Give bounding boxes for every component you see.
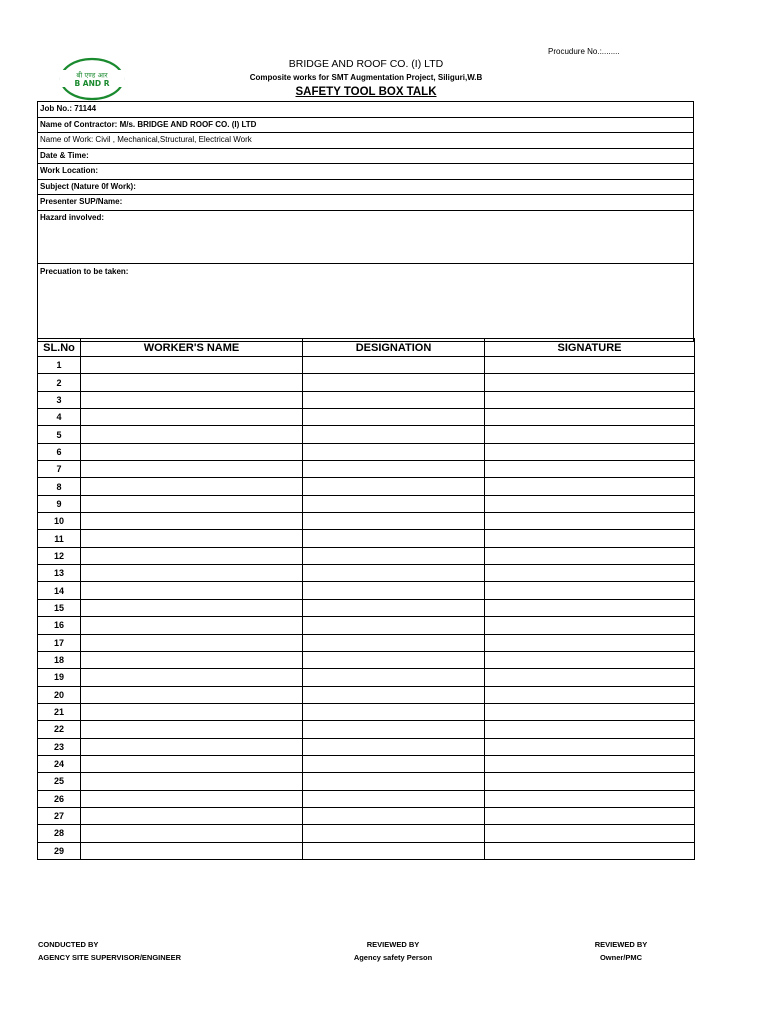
worker-name-cell[interactable] — [81, 443, 303, 460]
designation-cell[interactable] — [303, 582, 485, 599]
row-sl-number: 8 — [38, 478, 81, 495]
worker-name-cell[interactable] — [81, 842, 303, 859]
table-row — [38, 669, 695, 686]
table-row — [38, 634, 695, 651]
designation-cell[interactable] — [303, 790, 485, 807]
signature-cell[interactable] — [485, 478, 695, 495]
footer-reviewed-owner — [566, 938, 676, 964]
row-sl-number: 14 — [38, 582, 81, 599]
worker-name-cell[interactable] — [81, 461, 303, 478]
table-body — [38, 357, 695, 860]
worker-name-cell[interactable] — [81, 582, 303, 599]
designation-cell[interactable] — [303, 686, 485, 703]
worker-name-cell[interactable] — [81, 807, 303, 824]
signature-cell[interactable] — [485, 513, 695, 530]
table-header-row — [38, 339, 695, 357]
signature-cell[interactable] — [485, 391, 695, 408]
designation-cell[interactable] — [303, 565, 485, 582]
signature-cell[interactable] — [485, 409, 695, 426]
row-sl-number: 21 — [38, 703, 81, 720]
signature-cell[interactable] — [485, 686, 695, 703]
project-subtitle: Composite works for SMT Augmentation Project, Siliguri,W.B — [249, 73, 483, 82]
designation-cell[interactable] — [303, 617, 485, 634]
table-row — [38, 513, 695, 530]
table-row — [38, 547, 695, 564]
designation-cell[interactable] — [303, 547, 485, 564]
table-row — [38, 599, 695, 616]
table-row — [38, 409, 695, 426]
designation-cell[interactable] — [303, 773, 485, 790]
presenter-field[interactable]: Presenter SUP/Name: — [38, 195, 693, 211]
signature-cell[interactable] — [485, 565, 695, 582]
worker-name-cell[interactable] — [81, 391, 303, 408]
table-row — [38, 773, 695, 790]
signature-cell[interactable] — [485, 582, 695, 599]
signature-cell[interactable] — [485, 721, 695, 738]
signature-cell[interactable] — [485, 807, 695, 824]
reviewed-by-role: Agency safety Person — [353, 953, 433, 962]
col-header-slno: SL.No — [38, 339, 81, 357]
designation-cell[interactable] — [303, 391, 485, 408]
worker-name-cell[interactable] — [81, 617, 303, 634]
table-row — [38, 703, 695, 720]
designation-cell[interactable] — [303, 357, 485, 374]
signature-cell[interactable] — [485, 443, 695, 460]
document-title: SAFETY TOOL BOX TALK — [295, 86, 437, 98]
signature-cell[interactable] — [485, 651, 695, 668]
conducted-by-label: CONDUCTED BY — [38, 940, 99, 949]
worker-name-cell[interactable] — [81, 686, 303, 703]
designation-cell[interactable] — [303, 478, 485, 495]
col-header-signature: SIGNATURE — [485, 339, 695, 357]
designation-cell[interactable] — [303, 495, 485, 512]
designation-cell[interactable] — [303, 755, 485, 772]
procedure-number: Procudure No.:........ — [548, 47, 620, 56]
row-sl-number: 19 — [38, 669, 81, 686]
signature-cell[interactable] — [485, 825, 695, 842]
reviewed-by-label: REVIEWED BY — [366, 940, 420, 949]
designation-cell[interactable] — [303, 825, 485, 842]
signature-cell[interactable] — [485, 842, 695, 859]
table-row — [38, 755, 695, 772]
date-time-field[interactable]: Date & Time: — [38, 149, 693, 165]
row-sl-number: 20 — [38, 686, 81, 703]
designation-cell[interactable] — [303, 703, 485, 720]
work-name-field[interactable]: Name of Work: Civil , Mechanical,Structural, Electrical Work — [38, 133, 693, 149]
reviewed-by-label: REVIEWED BY — [594, 940, 648, 949]
signature-cell[interactable] — [485, 374, 695, 391]
worker-name-cell[interactable] — [81, 790, 303, 807]
row-sl-number: 15 — [38, 599, 81, 616]
row-sl-number: 13 — [38, 565, 81, 582]
precaution-field[interactable]: Precuation to be taken: — [40, 266, 129, 276]
signature-cell[interactable] — [485, 461, 695, 478]
job-number-field[interactable]: Job No.: 71144 — [38, 102, 693, 118]
row-sl-number: 9 — [38, 495, 81, 512]
row-sl-number: 27 — [38, 807, 81, 824]
table-row — [38, 651, 695, 668]
worker-name-cell[interactable] — [81, 651, 303, 668]
workers-table — [37, 338, 695, 860]
designation-cell[interactable] — [303, 669, 485, 686]
designation-cell[interactable] — [303, 461, 485, 478]
table-row — [38, 461, 695, 478]
table-row — [38, 582, 695, 599]
row-sl-number: 4 — [38, 409, 81, 426]
worker-name-cell[interactable] — [81, 755, 303, 772]
footer-conducted — [38, 938, 181, 964]
signature-cell[interactable] — [485, 495, 695, 512]
table-row — [38, 790, 695, 807]
row-sl-number: 18 — [38, 651, 81, 668]
signature-cell[interactable] — [485, 669, 695, 686]
company-name: BRIDGE AND ROOF CO. (I) LTD — [288, 58, 444, 70]
designation-cell[interactable] — [303, 721, 485, 738]
row-sl-number: 17 — [38, 634, 81, 651]
signature-cell[interactable] — [485, 599, 695, 616]
worker-name-cell[interactable] — [81, 634, 303, 651]
signature-cell[interactable] — [485, 790, 695, 807]
reviewed-by-role: Owner/PMC — [599, 953, 643, 962]
hazard-field[interactable]: Hazard involved: — [38, 211, 693, 264]
signature-cell[interactable] — [485, 738, 695, 755]
row-sl-number: 25 — [38, 773, 81, 790]
row-sl-number: 23 — [38, 738, 81, 755]
signature-cell[interactable] — [485, 634, 695, 651]
designation-cell[interactable] — [303, 634, 485, 651]
subject-field[interactable]: Subject (Nature 0f Work): — [38, 180, 693, 196]
signature-cell[interactable] — [485, 617, 695, 634]
designation-cell[interactable] — [303, 426, 485, 443]
worker-name-cell[interactable] — [81, 547, 303, 564]
col-header-designation: DESIGNATION — [303, 339, 485, 357]
designation-cell[interactable] — [303, 599, 485, 616]
row-sl-number: 5 — [38, 426, 81, 443]
designation-cell[interactable] — [303, 807, 485, 824]
logo-text-top: बी एण्ड आर — [76, 71, 108, 80]
footer-reviewed-agency — [340, 938, 446, 964]
designation-cell[interactable] — [303, 443, 485, 460]
worker-name-cell[interactable] — [81, 530, 303, 547]
row-sl-number: 26 — [38, 790, 81, 807]
worker-name-cell[interactable] — [81, 599, 303, 616]
worker-name-cell[interactable] — [81, 825, 303, 842]
table-row — [38, 565, 695, 582]
row-sl-number: 16 — [38, 617, 81, 634]
signature-cell[interactable] — [485, 357, 695, 374]
logo-text-bottom: B AND R — [74, 79, 110, 88]
designation-cell[interactable] — [303, 530, 485, 547]
row-sl-number: 12 — [38, 547, 81, 564]
work-location-field[interactable]: Work Location: — [38, 164, 693, 180]
contractor-field[interactable]: Name of Contractor: M/s. BRIDGE AND ROOF CO. (I) LTD — [38, 118, 693, 134]
company-logo — [58, 57, 126, 101]
designation-cell[interactable] — [303, 513, 485, 530]
conducted-by-role: AGENCY SITE SUPERVISOR/ENGINEER — [38, 953, 182, 962]
row-sl-number: 2 — [38, 374, 81, 391]
table-row — [38, 478, 695, 495]
row-sl-number: 3 — [38, 391, 81, 408]
signature-cell[interactable] — [485, 703, 695, 720]
signature-cell[interactable] — [485, 530, 695, 547]
worker-name-cell[interactable] — [81, 513, 303, 530]
table-row — [38, 807, 695, 824]
signature-cell[interactable] — [485, 547, 695, 564]
table-row — [38, 617, 695, 634]
row-sl-number: 24 — [38, 755, 81, 772]
signature-cell[interactable] — [485, 755, 695, 772]
col-header-worker-name: WORKER'S NAME — [81, 339, 303, 357]
row-sl-number: 22 — [38, 721, 81, 738]
row-sl-number: 6 — [38, 443, 81, 460]
designation-cell[interactable] — [303, 651, 485, 668]
worker-name-cell[interactable] — [81, 357, 303, 374]
table-row — [38, 721, 695, 738]
table-row — [38, 374, 695, 391]
row-sl-number: 11 — [38, 530, 81, 547]
table-row — [38, 530, 695, 547]
worker-name-cell[interactable] — [81, 426, 303, 443]
table-row — [38, 443, 695, 460]
table-row — [38, 825, 695, 842]
row-sl-number: 28 — [38, 825, 81, 842]
worker-name-cell[interactable] — [81, 721, 303, 738]
row-sl-number: 29 — [38, 842, 81, 859]
worker-name-cell[interactable] — [81, 738, 303, 755]
worker-name-cell[interactable] — [81, 374, 303, 391]
row-sl-number: 7 — [38, 461, 81, 478]
row-sl-number: 10 — [38, 513, 81, 530]
designation-cell[interactable] — [303, 374, 485, 391]
designation-cell[interactable] — [303, 738, 485, 755]
worker-name-cell[interactable] — [81, 495, 303, 512]
worker-name-cell[interactable] — [81, 565, 303, 582]
worker-name-cell[interactable] — [81, 703, 303, 720]
signature-cell[interactable] — [485, 426, 695, 443]
table-row — [38, 495, 695, 512]
table-row — [38, 357, 695, 374]
signature-cell[interactable] — [485, 773, 695, 790]
worker-name-cell[interactable] — [81, 478, 303, 495]
worker-name-cell[interactable] — [81, 773, 303, 790]
table-row — [38, 686, 695, 703]
designation-cell[interactable] — [303, 409, 485, 426]
worker-name-cell[interactable] — [81, 669, 303, 686]
designation-cell[interactable] — [303, 842, 485, 859]
table-row — [38, 426, 695, 443]
table-row — [38, 842, 695, 859]
row-sl-number: 1 — [38, 357, 81, 374]
worker-name-cell[interactable] — [81, 409, 303, 426]
table-row — [38, 391, 695, 408]
table-row — [38, 738, 695, 755]
info-block — [37, 101, 694, 342]
